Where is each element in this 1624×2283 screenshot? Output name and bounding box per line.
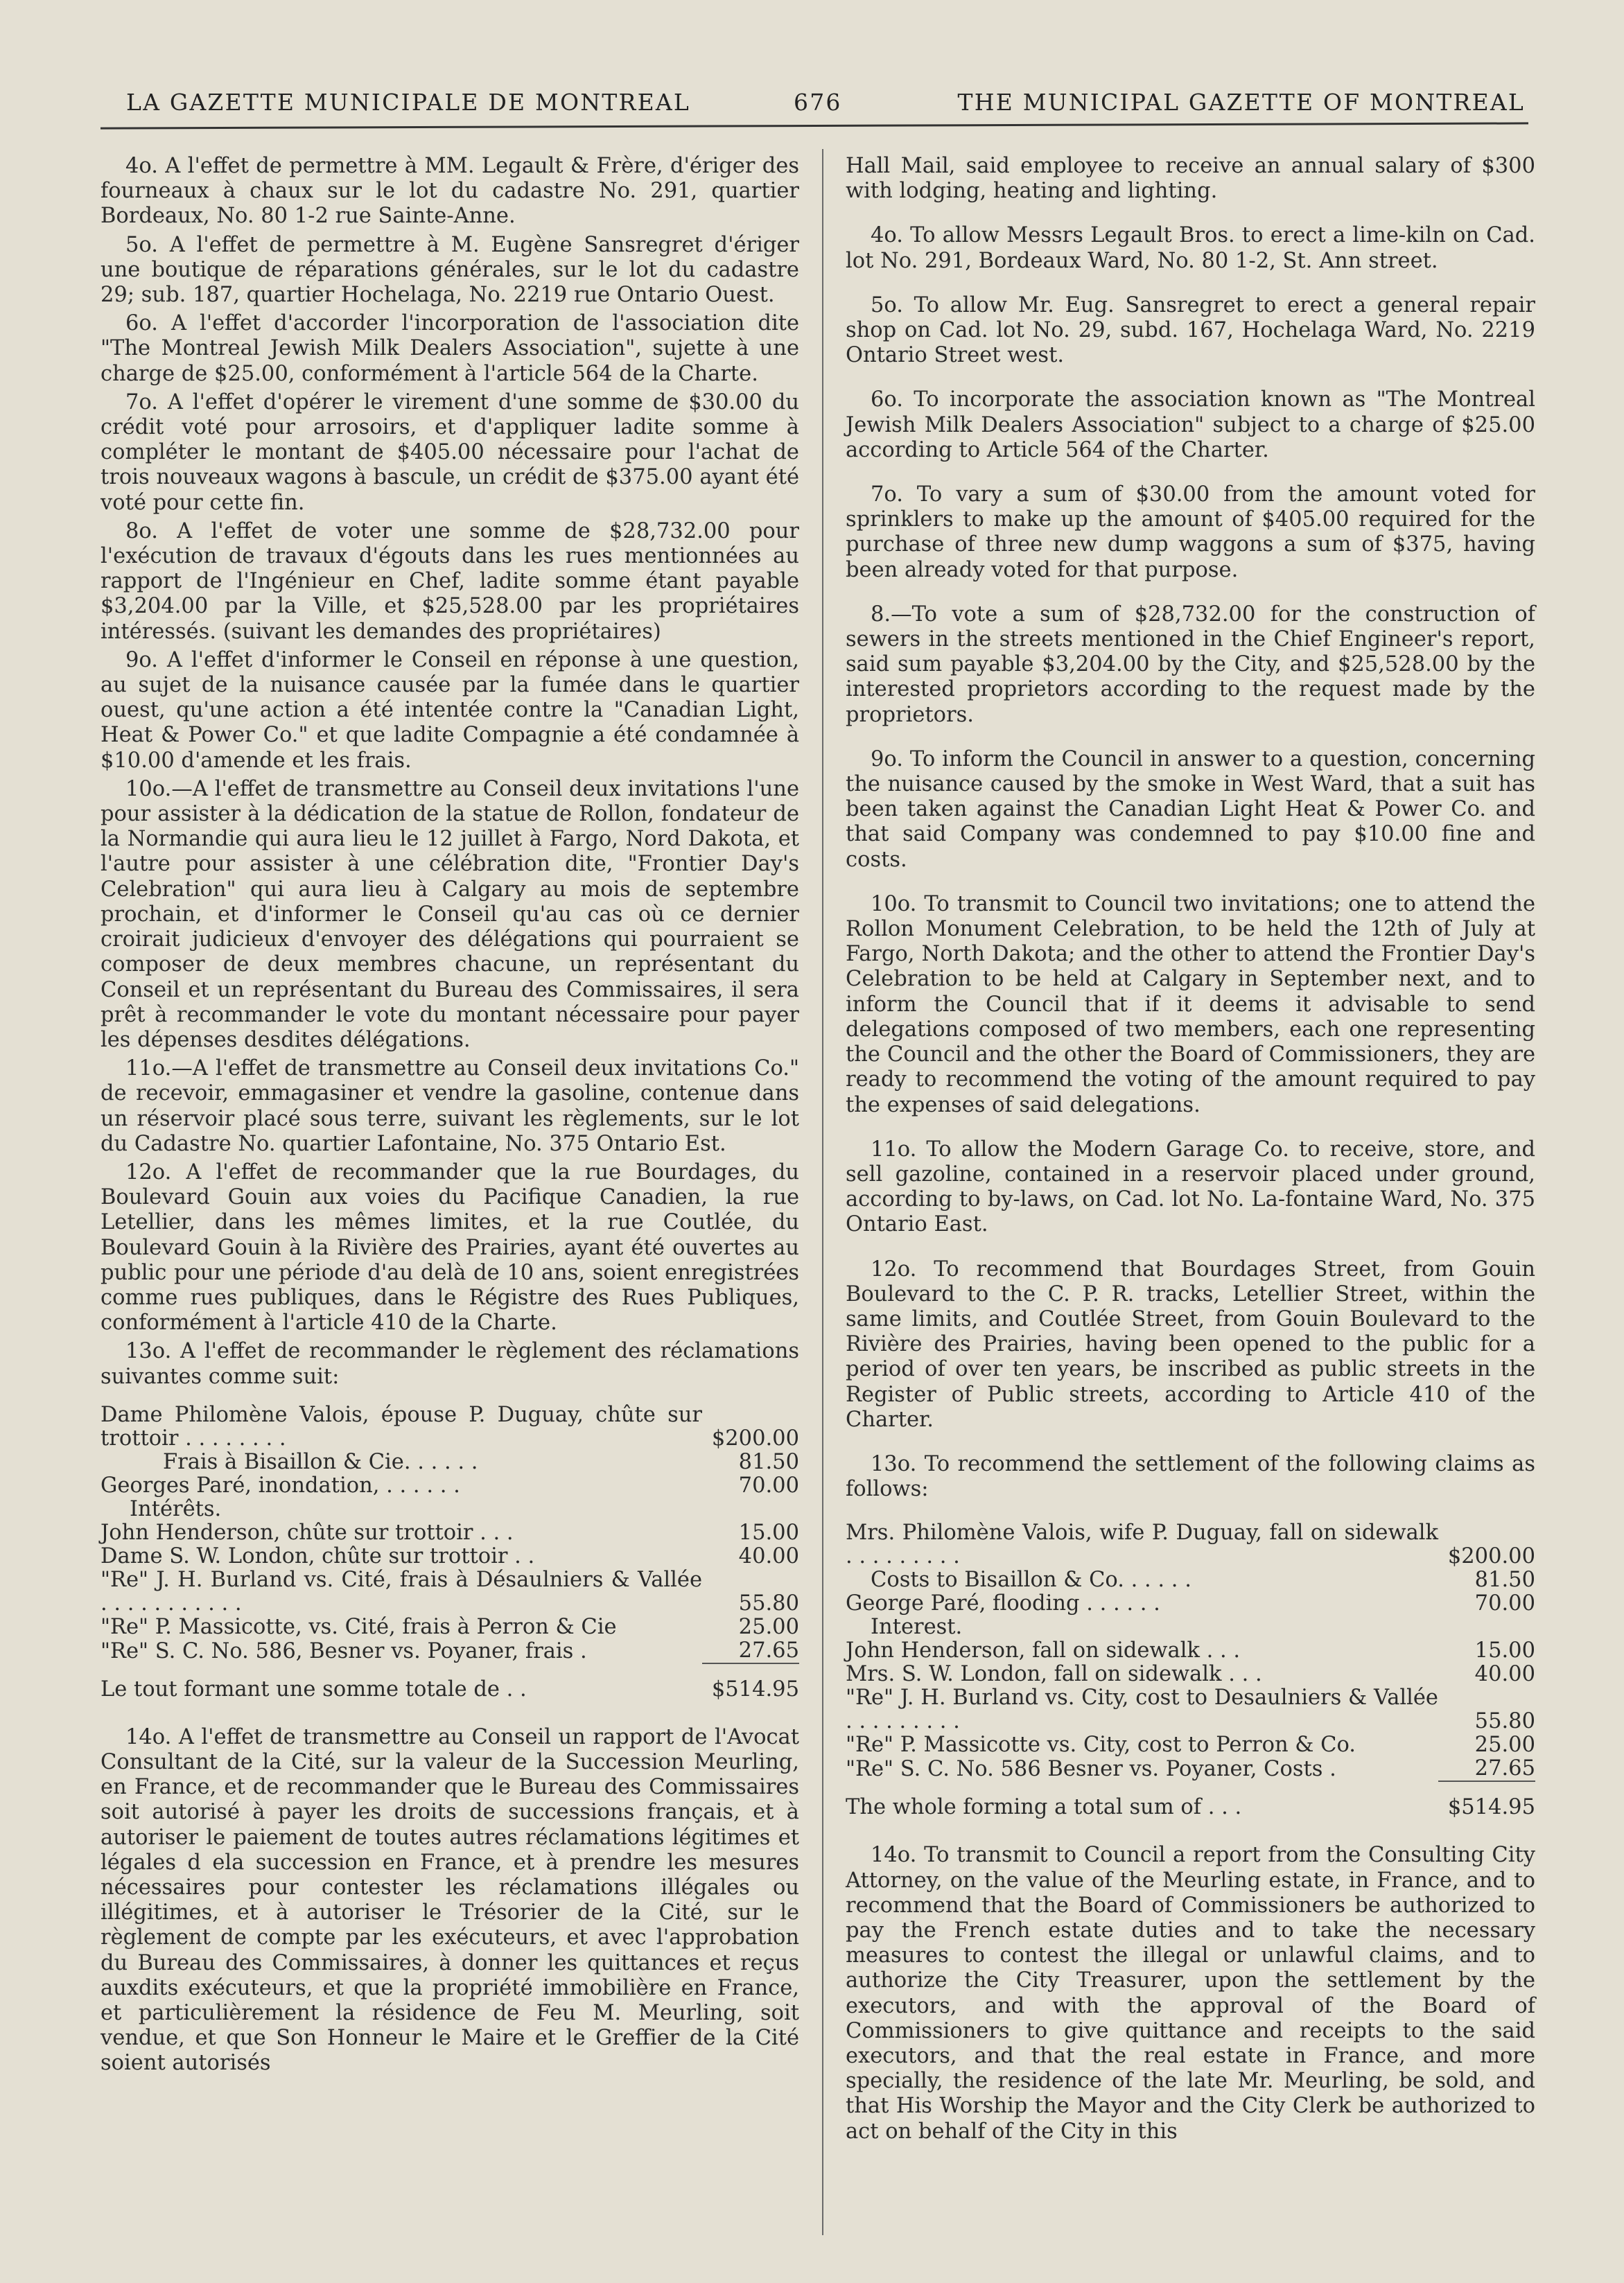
en-item-3-tail: Hall Mail, said employee to receive an annual salary of $300 with lodging, heating and lighting. — [846, 154, 1535, 204]
claim-label: Dame Philomène Valois, épouse P. Duguay, chûte sur trottoir . . . . . . . . — [101, 1402, 702, 1451]
claim-amount: 15.00 — [1474, 1638, 1535, 1663]
claim-amount: 25.00 — [738, 1614, 799, 1639]
table-row — [101, 1403, 799, 1451]
fr-item-5: 5o. A l'effet de permettre à M. Eugène Sansregret d'ériger une boutique de réparations générales, sur le lot du cadastre 29; sub. 187, quartier Hochelaga, No. 2219 rue Ontario Ouest. — [101, 232, 799, 308]
claim-label: Frais à Bisaillon & Cie. . . . . . — [163, 1449, 478, 1474]
table-row — [846, 1521, 1535, 1568]
claim-amount: $200.00 — [711, 1426, 799, 1451]
en-claims-table — [846, 1521, 1535, 1819]
en-item-6: 6o. To incorporate the association known as "The Montreal Jewish Milk Dealers Association" subject to a charge of $25.00 according to Article 564 of the Charter. — [846, 387, 1535, 462]
fr-item-11: 11o.—A l'effet de transmettre au Conseil deux invitations Co." de recevoir, emmagasiner et vendre la gasoline, contenue dans un réservoir placé sous terre, suivant les règlements, sur le lot du Cadastre No. quartier Lafontaine, No. 375 Ontario Est. — [101, 1056, 799, 1156]
en-item-8: 8.—To vote a sum of $28,732.00 for the construction of sewers in the streets mentioned in the Chief Engineer's report, said sum payable $3,204.00 by the City, and $25,528.00 by the interested proprietors according to the request made by the proprietors. — [846, 602, 1535, 727]
table-row — [846, 1686, 1535, 1733]
claim-label: "Re" S. C. No. 586 Besner vs. Poyaner, Costs . — [846, 1757, 1336, 1782]
header-english-title: THE MUNICIPAL GAZETTE OF MONTREAL — [957, 89, 1525, 116]
total-label: The whole forming a total sum of . . . — [846, 1795, 1242, 1820]
table-row — [101, 1568, 799, 1616]
en-item-14: 14o. To transmit to Council a report from the Consulting City Attorney, on the value of the Meurling estate, in France, and to recommend that the Board of Commissioners be authorized to pay the French estate duties and to take the necessary measures to contest the illegal or unlawful claims, and to authorize the City Treasurer, upon the settlement by the executors, and with the approval of the Board of Commissioners to give quittance and receipts to the said executors, and that the real estate in France, and more specially, the residence of the late Mr. Meurling, be sold, and that His Worship the Mayor and the City Clerk be authorized to act on behalf of the City in this — [846, 1843, 1535, 2144]
table-row — [101, 1545, 799, 1568]
claim-amount: 27.65 — [738, 1638, 799, 1663]
en-item-13: 13o. To recommend the settlement of the following claims as follows: — [846, 1451, 1535, 1502]
fr-item-12: 12o. A l'effet de recommander que la rue Bourdages, du Boulevard Gouin aux voies du Pacifique Canadien, la rue Letellier, dans les mêmes limites, et la rue Coutlée, du Boulevard Gouin à la Rivière des Prairies, ayant été ouvertes au public pour une période d'au delà de 10 ans, soient enregistrées comme rues publiques, dans le Régistre des Rues Publiques, conformément à l'article 410 de la Charte. — [101, 1160, 799, 1336]
claim-amount: 81.50 — [738, 1449, 799, 1474]
page-number: 676 — [794, 89, 842, 116]
column-divider — [822, 149, 823, 2235]
table-row — [846, 1616, 1535, 1639]
en-item-7: 7o. To vary a sum of $30.00 from the amount voted for sprinklers to make up the amount of $405.00 required for the purchase of three new dump waggons a sum of $375, having been already voted for that purpose. — [846, 482, 1535, 582]
en-item-4: 4o. To allow Messrs Legault Bros. to erect a lime-kiln on Cad. lot No. 291, Bordeaux Ward, No. 80 1-2, St. Ann street. — [846, 223, 1535, 273]
claim-label: George Paré, flooding . . . . . . — [846, 1591, 1160, 1616]
claim-label: Dame S. W. London, chûte sur trottoir . . — [101, 1543, 535, 1568]
total-amount: $514.95 — [1438, 1781, 1535, 1819]
claim-label: Mrs. S. W. London, fall on sidewalk . . . — [846, 1662, 1262, 1687]
fr-item-10: 10o.—A l'effet de transmettre au Conseil deux invitations l'une pour assister à la dédication de la statue de Rollon, fondateur de la Normandie qui aura lieu le 12 juillet à Fargo, Nord Dakota, et l'autre pour assister à une célébration dite, "Frontier Day's Celebration" qui aura lieu à Calgary au mois de septembre prochain, et d'informer le Conseil qu'au cas où ce dernier croirait judicieux d'envoyer des délégations qui pourraient se composer de deux membres chacune, un représentant du Conseil et un représentant du Bureau des Commissaires, il sera prêt à recommander le vote du montant nécessaire pour payer les dépenses desdites délégations. — [101, 776, 799, 1052]
claim-amount — [702, 1498, 799, 1521]
claim-amount: 55.80 — [1474, 1709, 1535, 1734]
claim-label: Mrs. Philomène Valois, wife P. Duguay, fall on sidewalk . . . . . . . . . — [846, 1521, 1438, 1569]
claim-amount: 70.00 — [1474, 1591, 1535, 1616]
fr-item-7: 7o. A l'effet d'opérer le virement d'une somme de $30.00 du crédit voté pour arrosoirs, et d'appliquer ladite somme à compléter le montant de $405.00 nécessaire pour l'achat de trois nouveaux wagons à bascule, un crédit de $375.00 ayant été voté pour cette fin. — [101, 390, 799, 515]
claim-amount: 81.50 — [1474, 1568, 1535, 1593]
claim-label: "Re" J. H. Burland vs. City, cost to Desaulniers & Vallée . . . . . . . . . — [846, 1686, 1438, 1734]
table-row — [846, 1592, 1535, 1616]
table-row — [101, 1474, 799, 1498]
table-row — [846, 1568, 1535, 1592]
table-row — [846, 1663, 1535, 1686]
table-row — [101, 1451, 799, 1474]
total-label: Le tout formant une somme totale de . . — [101, 1677, 527, 1702]
claim-amount: 15.00 — [738, 1520, 799, 1545]
fr-item-14: 14o. A l'effet de transmettre au Conseil un rapport de l'Avocat Consultant de la Cité, sur la valeur de la Succession Meurling, en France, et de recommander que le Bureau des Commissaires soit autorisé à payer les droits de successions français, et à autoriser le paiement de toutes autres réclamations légitimes et légales d ela succession en France, et à prendre les mesures nécessaires pour contester les réclamations illégales ou illégitimes, et à autoriser le Trésorier de la Cité, sur le règlement de compte par les exécuteurs, et avec l'approbation du Bureau des Commissaires, à donner les quittances et reçus auxdits exécuteurs, et que la propriété immobilière en France, et particulièrement la résidence de Feu M. Meurling, soit vendue, et que Son Honneur le Maire et le Greffier de la Cité soient autorisés — [101, 1724, 799, 2076]
claim-amount: 40.00 — [1474, 1662, 1535, 1687]
table-row — [101, 1498, 799, 1521]
claim-label: Costs to Bisaillon & Co. . . . . . — [871, 1568, 1191, 1593]
header-rule — [101, 122, 1528, 129]
claim-amount — [1438, 1616, 1535, 1639]
table-row — [101, 1616, 799, 1639]
claim-label: John Henderson, chûte sur trottoir . . . — [101, 1520, 514, 1545]
claim-amount: $200.00 — [1447, 1544, 1535, 1569]
table-row — [101, 1639, 799, 1663]
claim-label: "Re" P. Massicotte, vs. Cité, frais à Perron & Cie — [101, 1614, 617, 1639]
claim-amount: 40.00 — [738, 1543, 799, 1568]
header-french-title: LA GAZETTE MUNICIPALE DE MONTREAL — [126, 89, 691, 116]
en-item-10: 10o. To transmit to Council two invitations; one to attend the Rollon Monument Celebration, to be held the 12th of July at Fargo, North Dakota; and the other to attend the Frontier Day's Celebration to be held at Calgary in September next, and to inform the Council that if it deems it advisable to send delegations composed of two members, each one representing the Council and the other the Board of Commissioners, they are ready to recommend the voting of the amount required to pay the expenses of said delegations. — [846, 891, 1535, 1117]
en-item-11: 11o. To allow the Modern Garage Co. to receive, store, and sell gazoline, contained in a reservoir placed under ground, according to by-laws, on Cad. lot No. La-fontaine Ward, No. 375 Ontario East. — [846, 1137, 1535, 1237]
fr-item-6: 6o. A l'effet d'accorder l'incorporation de l'association dite "The Montreal Jewish Milk Dealers Association", sujette à une charge de $25.00, conformément à l'article 564 de la Charte. — [101, 311, 799, 386]
english-column — [846, 154, 1535, 2164]
fr-item-4: 4o. A l'effet de permettre à MM. Legault & Frère, d'ériger des fourneaux à chaux sur le lot du cadastre No. 291, quartier Bordeaux, No. 80 1-2 rue Sainte-Anne. — [101, 154, 799, 229]
claim-label: "Re" J. H. Burland vs. Cité, frais à Désaulniers & Vallée . . . . . . . . . . . — [101, 1567, 702, 1616]
table-row — [846, 1757, 1535, 1781]
table-total-row — [101, 1663, 799, 1702]
french-column — [101, 154, 799, 2080]
claim-label: "Re" S. C. No. 586, Besner vs. Poyaner, frais . — [101, 1638, 587, 1663]
fr-item-13: 13o. A l'effet de recommander le règlement des réclamations suivantes comme suit: — [101, 1339, 799, 1389]
claim-label: Interest. — [871, 1615, 963, 1640]
claim-label: Georges Paré, inondation, . . . . . . — [101, 1473, 460, 1498]
en-item-9: 9o. To inform the Council in answer to a question, concerning the nuisance caused by the smoke in West Ward, that a suit has been taken against the Canadian Light Heat & Power Co. and that said Company was condemned to pay $10.00 fine and costs. — [846, 746, 1535, 872]
claim-label: Intérêts. — [130, 1496, 222, 1521]
fr-item-8: 8o. A l'effet de voter une somme de $28,732.00 pour l'exécution de travaux d'égouts dans les rues mentionnées au rapport de l'Ingénieur en Chef, ladite somme étant payable $3,204.00 par la Ville, et $25,528.00 par les propriétaires intéressés. (suivant les demandes des propriétaires) — [101, 518, 799, 644]
en-item-5: 5o. To allow Mr. Eug. Sansregret to erect a general repair shop on Cad. lot No. 29, subd. 167, Hochelaga Ward, No. 2219 Ontario Street west. — [846, 292, 1535, 368]
claim-amount: 25.00 — [1474, 1733, 1535, 1758]
claim-label: John Henderson, fall on sidewalk . . . — [846, 1638, 1241, 1663]
total-amount: $514.95 — [702, 1663, 799, 1702]
table-row — [101, 1521, 799, 1545]
claim-amount: 55.80 — [738, 1591, 799, 1616]
claim-amount: 70.00 — [738, 1473, 799, 1498]
table-total-row — [846, 1781, 1535, 1819]
fr-item-9: 9o. A l'effet d'informer le Conseil en réponse à une question, au sujet de la nuisance causée par la fumée dans le quartier ouest, qu'une action a été intentée contre la "Canadian Light, Heat & Power Co." et que ladite Compagnie a été condamnée à $10.00 d'amende et les frais. — [101, 647, 799, 773]
table-row — [846, 1733, 1535, 1757]
fr-claims-table — [101, 1403, 799, 1702]
claim-label: "Re" P. Massicotte vs. City, cost to Perron & Co. — [846, 1733, 1356, 1758]
table-row — [846, 1639, 1535, 1663]
claim-amount: 27.65 — [1474, 1756, 1535, 1781]
en-item-12: 12o. To recommend that Bourdages Street, from Gouin Boulevard to the C. P. R. tracks, Letellier Street, within the same limits, and Coutlée Street, from Gouin Boulevard to the Rivière des Prairies, having been opened to the public for a period of over ten years, be inscribed as public streets in the Register of Public streets, according to Article 410 of the Charter. — [846, 1257, 1535, 1432]
